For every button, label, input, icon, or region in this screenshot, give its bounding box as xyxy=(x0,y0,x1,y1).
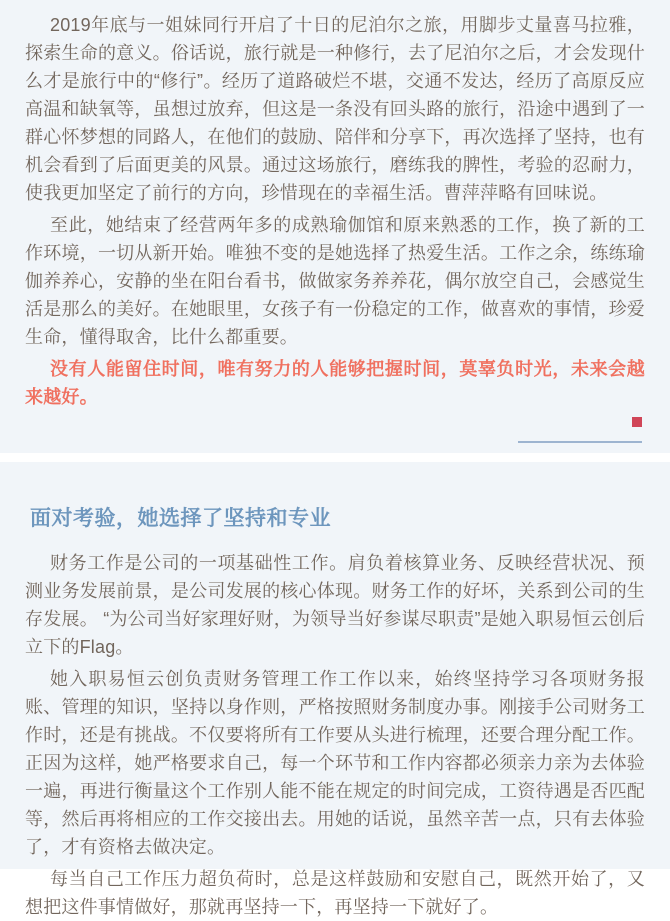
paragraph-highlight-quote: 没有人能留住时间，唯有努力的人能够把握时间，莫辜负时光，未来会越来越好。 xyxy=(25,359,645,407)
paragraph-nepal-trip: 2019年底与一姐妹同行开启了十日的尼泊尔之旅，用脚步丈量喜马拉雅，探索生命的意义。俗话说，旅行就是一种修行，去了尼泊尔之后，才会发现什么才是旅行中的“修行”。经历了道路破烂不堪，交通不发达，经历了高原反应高温和缺氧等，虽想过放弃，但这是一条没有回头路的旅行，沿途中遇到了一群心怀梦想的同路人，在他们的鼓励、陪伴和分享下，再次选择了坚持，也有机会看到了后面更美的风景。通过这场旅行，磨练我的脾性，考验的忍耐力，使我更加坚定了前行的方向，珍惜现在的幸福生活。曹萍萍略有回味说。 xyxy=(25,15,645,203)
paragraph-finance-role: 财务工作是公司的一项基础性工作。肩负着核算业务、反映经营状况、预测业务发展前景，是公司发展的核心体现。财务工作的好坏，关系到公司的生存发展。 “为公司当好家理好财，为领导当好参谋尽职责”是她入职易恒云创后立下的Flag。 xyxy=(25,553,645,657)
article-section-finance xyxy=(0,462,670,917)
end-of-section-square-icon xyxy=(632,417,642,427)
paragraph-new-start: 至此，她结束了经营两年多的成熟瑜伽馆和原来熟悉的工作，换了新的工作环境，一切从新开始。唯独不变的是她选择了热爱生活。工作之余，练练瑜伽养养心，安静的坐在阳台看书，做做家务养养花，偶尔放空自己，会感觉生活是那么的美好。在她眼里，女孩子有一份稳定的工作，做喜欢的事情，珍爱生命，懂得取舍，比什么都重要。 xyxy=(25,215,645,347)
article-section-travel xyxy=(0,0,670,453)
paragraph-finance-work: 她入职易恒云创负责财务管理工作工作以来，始终坚持学习各项财务报账、管理的知识，坚持以身作则，严格按照财务制度办事。刚接手公司财务工作时，还是有挑战。不仅要将所有工作要从头进行梳理，还要合理分配工作。正因为这样，她严格要求自己，每一个环节和工作内容都必须亲力亲为去体验一遍，再进行衡量这个工作别人能不能在规定的时间完成，工资待遇是否匹配等，然后再将相应的工作交接出去。用她的话说，虽然辛苦一点，只有去体验了，才有资格去做决定。 xyxy=(25,669,645,857)
paragraph-self-encouragement: 每当自己工作压力超负荷时，总是这样鼓励和安慰自己，既然开始了，又想把这件事情做好，那就再坚持一下，再坚持一下就好了。 xyxy=(25,869,645,917)
signature-underline xyxy=(518,441,642,443)
section-heading: 面对考验，她选择了坚持和专业 xyxy=(30,507,331,530)
